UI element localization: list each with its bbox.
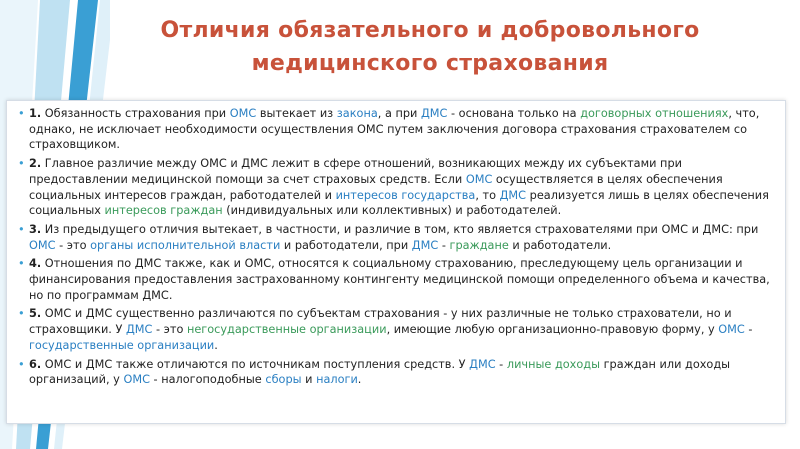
item-text: Отношения по ДМС также, как и ОМС, относятся к социальному страхованию, преследующему цель организации и финансирования предоставления застрахованному контингенту медицинской помощи определенного объема и качества, но по программам ДМС. xyxy=(29,257,770,302)
item-text: , что, однако, не исключает необходимости осуществления ОМС путем заключения договора страхования страхователем со страховщиком. xyxy=(29,107,760,152)
highlighted-term: органы исполнительной власти xyxy=(90,238,281,252)
bullet-icon: • xyxy=(18,307,25,321)
item-text: , то xyxy=(475,188,500,202)
list-item xyxy=(18,256,780,303)
item-text: и работодатели, при xyxy=(280,238,412,252)
highlighted-term: граждане xyxy=(449,238,509,252)
list-item xyxy=(18,106,780,153)
highlighted-term: налоги xyxy=(316,373,358,387)
list-item xyxy=(18,357,780,388)
item-text: реализуется лишь в целях обеспечения социальных xyxy=(29,188,769,218)
highlighted-term: ОМС xyxy=(229,107,257,120)
item-text: и работодатели. xyxy=(508,238,612,252)
item-text: Главное различие между ОМС и ДМС лежит в сфере отношений, возникающих между их субъектами при предоставлении медицинской помощи за счет страховых средств. Если xyxy=(29,157,682,186)
title-line-2: медицинского страхования xyxy=(251,51,609,76)
highlighted-term: договорных отношениях xyxy=(580,107,729,120)
item-text: ОМС и ДМС существенно различаются по субъектам страхования - у них различные не только страхователи, но и страховщики. У xyxy=(29,307,732,337)
item-text: - xyxy=(438,238,450,252)
highlighted-term: ДМС xyxy=(499,188,527,202)
item-text: осуществляется в целях обеспечения социальных интересов граждан, работодателей и xyxy=(29,172,723,202)
highlighted-term: закона xyxy=(336,107,378,120)
page-title xyxy=(110,14,750,80)
item-number: 5. xyxy=(29,307,42,321)
highlighted-term: ДМС xyxy=(125,323,153,337)
item-text: - налогоподобные xyxy=(149,373,266,387)
item-text: вытекает из xyxy=(256,107,337,120)
item-text: Обязанность страхования при xyxy=(41,107,230,120)
item-number: 2. xyxy=(29,157,42,171)
highlighted-term: интересов государства xyxy=(335,188,476,202)
item-text: и xyxy=(301,373,317,387)
item-text: , имеющие любую организационно-правовую форму, у xyxy=(386,323,719,337)
highlighted-term: ДМС xyxy=(469,357,496,371)
title-line-1: Отличия обязательного и добровольного xyxy=(160,18,700,43)
bullet-icon: • xyxy=(18,357,25,371)
highlighted-term: ОМС xyxy=(465,172,493,186)
item-number: 6. xyxy=(29,357,42,371)
highlighted-term: интересов граждан xyxy=(104,204,223,218)
item-number: 3. xyxy=(29,222,42,236)
list-item xyxy=(18,156,780,219)
bullet-icon: • xyxy=(18,157,25,171)
item-text: (индивидуальных или коллективных) и работодателей. xyxy=(222,204,562,218)
highlighted-term: личные доходы xyxy=(506,357,600,371)
list-item xyxy=(18,222,780,253)
highlighted-term: ОМС xyxy=(718,323,745,337)
item-text: - xyxy=(495,357,507,371)
highlighted-term: ДМС xyxy=(420,107,448,120)
item-text: граждан или доходы организаций, у xyxy=(29,357,731,387)
item-text: - это xyxy=(55,238,91,252)
item-text: , а при xyxy=(377,107,421,120)
highlighted-term: государственные организации xyxy=(29,338,215,352)
highlighted-term: негосударственные организации xyxy=(186,323,387,337)
highlighted-term: ОМС xyxy=(123,373,150,387)
item-text: ОМС и ДМС также отличаются по источникам поступления средств. У xyxy=(41,357,470,371)
item-text: - основана только на xyxy=(447,107,581,120)
item-text: . xyxy=(357,373,362,387)
list-item xyxy=(18,306,780,353)
highlighted-term: ОМС xyxy=(29,238,56,252)
item-text: - это xyxy=(152,323,187,337)
comparison-list xyxy=(18,106,780,391)
bullet-icon: • xyxy=(18,222,25,236)
item-text: . xyxy=(214,338,218,352)
bullet-icon: • xyxy=(18,257,25,271)
bullet-icon: • xyxy=(18,107,25,120)
item-number: 1. xyxy=(29,107,42,120)
item-number: 4. xyxy=(29,257,42,271)
highlighted-term: ДМС xyxy=(411,238,439,252)
item-text: Из предыдущего отличия вытекает, в частности, и различие в том, кто является страхователями при ОМС и ДМС: при xyxy=(41,222,759,236)
item-text: - xyxy=(744,323,753,337)
highlighted-term: сборы xyxy=(265,373,302,387)
